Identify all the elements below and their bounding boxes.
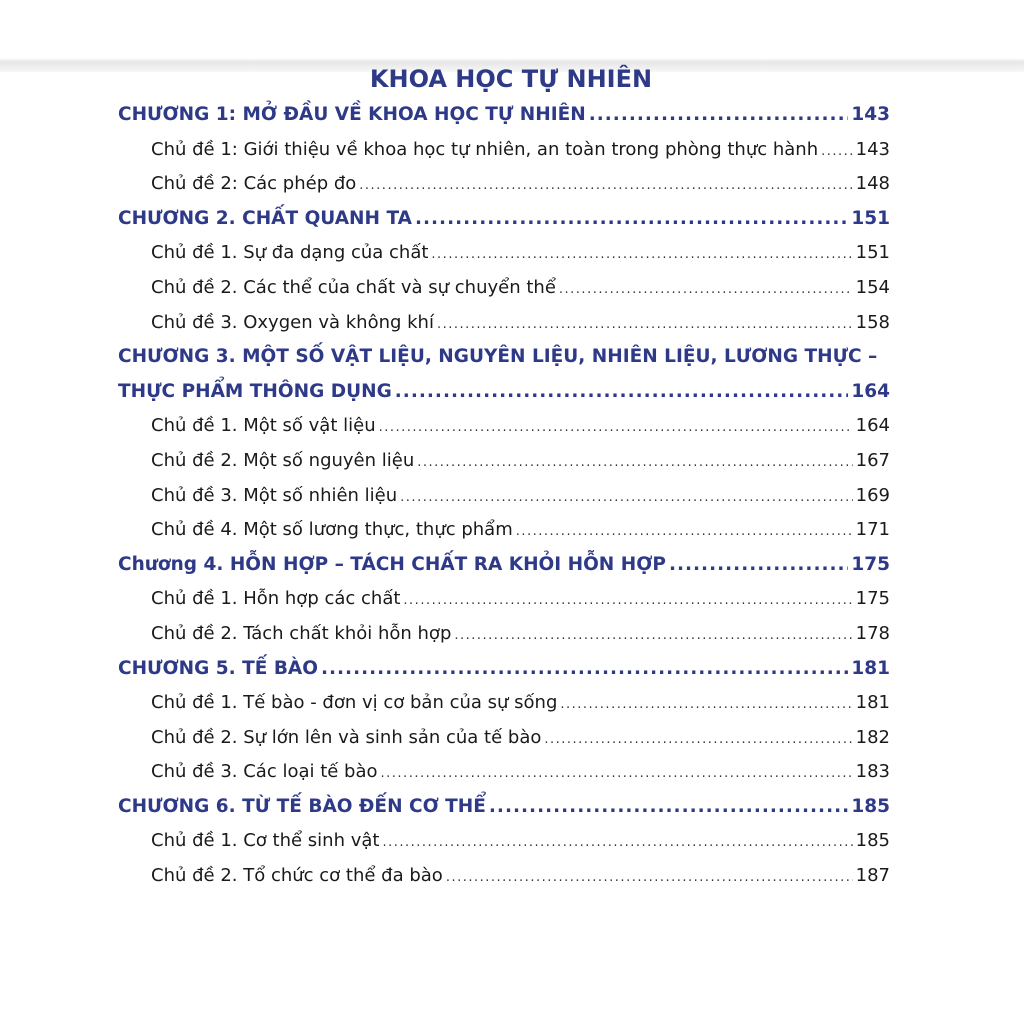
dot-leader (321, 652, 848, 687)
dot-leader (379, 411, 853, 444)
topic-entry-label: Chủ đề 2. Sự lớn lên và sinh sản của tế bào (151, 726, 542, 748)
dot-leader (821, 135, 853, 168)
chapter-heading-label: CHƯƠNG 1: MỞ ĐẦU VỀ KHOA HỌC TỰ NHIÊN (118, 104, 586, 125)
chapter-heading-page-number: 151 (851, 207, 890, 229)
chapter-heading (118, 652, 890, 687)
topic-entry-label: Chủ đề 4. Một số lương thực, thực phẩm (151, 519, 513, 541)
dot-leader (516, 515, 853, 548)
topic-entry (118, 133, 890, 168)
topic-entry-page-number: 182 (855, 726, 890, 748)
topic-entry (118, 582, 890, 617)
chapter-heading-line1: CHƯƠNG 3. MỘT SỐ VẬT LIỆU, NGUYÊN LIỆU, NHIÊN LIỆU, LƯƠNG THỰC – (118, 346, 878, 368)
dot-leader (446, 861, 853, 894)
chapter-heading (118, 790, 890, 825)
dot-leader (417, 446, 852, 479)
topic-entry-label: Chủ đề 2. Một số nguyên liệu (151, 449, 415, 471)
dot-leader (559, 273, 853, 306)
toc-title: KHOA HỌC TỰ NHIÊN (369, 65, 653, 93)
chapter-heading-label: CHƯƠNG 6. TỪ TẾ BÀO ĐẾN CƠ THỂ (118, 795, 486, 817)
chapter-heading-page-number: 181 (851, 657, 890, 679)
dot-leader (489, 790, 848, 825)
dot-leader (454, 619, 852, 652)
dot-leader (381, 757, 853, 790)
topic-entry-page-number: 154 (855, 276, 890, 298)
chapter-heading-label: THỰC PHẨM THÔNG DỤNG (118, 380, 392, 402)
chapter-heading (118, 202, 890, 237)
chapter-heading-label: CHƯƠNG 5. TẾ BÀO (118, 657, 318, 679)
chapter-heading-page-number: 175 (851, 553, 890, 575)
topic-entry-label: Chủ đề 1. Một số vật liệu (151, 415, 376, 437)
dot-leader (437, 308, 853, 341)
chapter-heading-page-number: 185 (851, 795, 890, 817)
dot-leader (431, 238, 852, 271)
topic-entry-label: Chủ đề 1: Giới thiệu về khoa học tự nhiên, an toàn trong phòng thực hành (151, 138, 819, 160)
topic-entry-page-number: 175 (855, 588, 890, 610)
topic-entry-page-number: 164 (855, 415, 890, 437)
topic-entry-page-number: 148 (855, 173, 890, 195)
topic-entry-page-number: 169 (855, 484, 890, 506)
dot-leader (544, 723, 852, 756)
topic-entry-label: Chủ đề 2: Các phép đo (151, 173, 357, 195)
topic-entry-page-number: 181 (855, 692, 890, 714)
topic-entry (118, 444, 890, 479)
dot-leader (359, 169, 852, 202)
topic-entry-label: Chủ đề 3. Oxygen và không khí (151, 311, 434, 333)
topic-entry-page-number: 143 (855, 138, 890, 160)
chapter-heading-label: CHƯƠNG 2. CHẤT QUANH TA (118, 207, 412, 229)
topic-entry (118, 755, 890, 790)
topic-entry (118, 306, 890, 341)
topic-entry-page-number: 151 (855, 242, 890, 264)
topic-entry (118, 513, 890, 548)
topic-entry-label: Chủ đề 1. Tế bào - đơn vị cơ bản của sự sống (151, 692, 558, 714)
topic-entry-page-number: 187 (855, 865, 890, 887)
topic-entry-label: Chủ đề 3. Các loại tế bào (151, 761, 378, 783)
topic-entry (118, 617, 890, 652)
dot-leader (382, 826, 852, 859)
topic-entry-label: Chủ đề 1. Hỗn hợp các chất (151, 588, 401, 610)
topic-entry-label: Chủ đề 3. Một số nhiên liệu (151, 484, 398, 506)
dot-leader (589, 98, 849, 133)
topic-entry-label: Chủ đề 2. Các thể của chất và sự chuyển thể (151, 276, 556, 298)
topic-entry (118, 859, 890, 894)
dot-leader (403, 584, 852, 617)
topic-entry-label: Chủ đề 2. Tổ chức cơ thể đa bào (151, 865, 443, 887)
dot-leader (415, 202, 848, 237)
topic-entry (118, 479, 890, 514)
chapter-heading-label: Chương 4. HỖN HỢP – TÁCH CHẤT RA KHỎI HỖN HỢP (118, 553, 666, 575)
chapter-heading-page-number: 143 (851, 104, 890, 125)
dot-leader (400, 481, 852, 514)
topic-entry-page-number: 171 (855, 519, 890, 541)
topic-entry-page-number: 167 (855, 449, 890, 471)
topic-entry (118, 271, 890, 306)
topic-entry-page-number: 183 (855, 761, 890, 783)
dot-leader (395, 375, 849, 410)
topic-entry (118, 167, 890, 202)
topic-entry-label: Chủ đề 1. Sự đa dạng của chất (151, 242, 429, 264)
topic-entry (118, 409, 890, 444)
toc-list (118, 98, 890, 894)
topic-entry-page-number: 185 (855, 830, 890, 852)
chapter-heading (118, 98, 890, 133)
topic-entry (118, 686, 890, 721)
chapter-heading (118, 375, 890, 410)
topic-entry-label: Chủ đề 1. Cơ thể sinh vật (151, 830, 380, 852)
dot-leader (669, 548, 848, 583)
topic-entry-page-number: 178 (855, 622, 890, 644)
dot-leader (560, 688, 852, 721)
chapter-heading-page-number: 164 (851, 380, 890, 402)
topic-entry-page-number: 158 (855, 311, 890, 333)
chapter-heading (118, 548, 890, 583)
topic-entry (118, 721, 890, 756)
topic-entry (118, 236, 890, 271)
toc-page (118, 60, 890, 894)
topic-entry (118, 824, 890, 859)
topic-entry-label: Chủ đề 2. Tách chất khỏi hỗn hợp (151, 622, 452, 644)
